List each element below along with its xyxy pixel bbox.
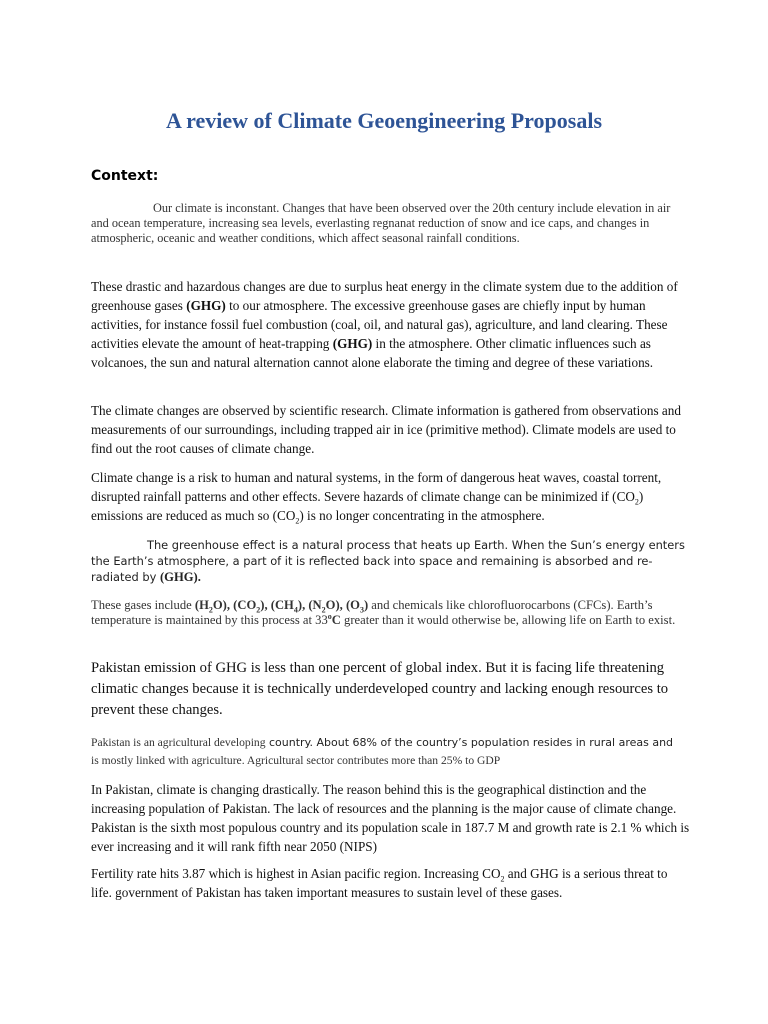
- paragraph-causes-text-a: These drastic and hazardous changes are due to surplus heat energy in the climate system due to the addition of greenhouse gases: [91, 279, 678, 313]
- paragraph-risk-text-a: Climate change is a risk to human and natural systems, in the form of dangerous heat waves, coastal torrent, disrupted rainfall patterns and other effects. Severe hazards of climate change can be minimized if (CO: [91, 470, 662, 504]
- paragraph-research: The climate changes are observed by scientific research. Climate information is gathered from observations and measurements of our surroundings, including trapped air in ice (primitive method). Climate models are used to find out the root causes of climate change.: [91, 403, 681, 456]
- paragraph-risk-text-b: ) emissions are reduced as much so (CO: [91, 489, 644, 523]
- paragraph-gases-text-a: These gases include: [91, 598, 195, 612]
- paragraph-risk: [91, 468, 691, 525]
- subscript: 2: [295, 516, 300, 526]
- paragraph-agriculture-text-c: is mostly linked with agriculture. Agricultural sector contributes more than 25% to GDP: [91, 754, 501, 767]
- subscript: 2: [500, 874, 505, 884]
- paragraph-intro: [91, 201, 691, 246]
- ghg-bold-1: (GHG): [186, 298, 226, 313]
- paragraph-causes-text-c: in the atmosphere. Other climatic influences such as volcanoes, the sun and natural alternation cannot alone elaborate the timing and degree of these variations.: [91, 336, 654, 370]
- paragraph-gases-text-c: greater than it would otherwise be, allowing life on Earth to exist.: [340, 613, 676, 627]
- paragraph-pakistan-climate: In Pakistan, climate is changing drastically. The reason behind this is the geographical distinction and the increasing population of Pakistan. The lack of resources and the planning is the major cause of climate change. Pakistan is the sixth most populous country and its population scale in 187.7 M and growth rate is 2.1 % which is ever increasing and it will rank fifth near 2050 (NIPS): [91, 782, 690, 854]
- paragraph-gases-text-b: and chemicals like chlorofluorocarbons (CFCs). Earth’s temperature is maintained by this process at 33: [91, 598, 653, 627]
- gas-list: $(H_2O)$, $(CO_2)$, $(CH_4)$, $(N_2O)$, $(O_3)$: [194, 598, 369, 615]
- paragraph-agriculture-text-a: Pakistan is an agricultural developing: [91, 736, 266, 749]
- document-title: A review of Climate Geoengineering Proposals: [165, 108, 603, 133]
- paragraph-pakistan-emission: Pakistan emission of GHG is less than one percent of global index. But it is facing life threatening climatic changes because it is technically underdeveloped country and lacking enough resources to prevent these changes.: [91, 660, 669, 718]
- ghg-bold-3: (GHG).: [159, 570, 201, 584]
- paragraph-gases: [91, 598, 691, 628]
- paragraph-causes: [91, 277, 691, 372]
- paragraph-fertility-text-a: Fertility rate hits 3.87 which is highest in Asian pacific region. Increasing CO: [91, 866, 501, 881]
- paragraph-risk-text-c: ) is no longer concentrating in the atmosphere.: [299, 508, 545, 523]
- paragraph-causes-text-b: to our atmosphere. The excessive greenhouse gases are chiefly input by human activities, for instance fossil fuel combustion (coal, oil, and natural gas), agriculture, and land clearing. These activities elevate the amount of heat-trapping: [91, 298, 668, 351]
- paragraph-agriculture: [91, 733, 691, 769]
- context-heading: Context:: [91, 168, 159, 184]
- degree-mark: o: [327, 611, 332, 621]
- subscript: 2: [634, 497, 639, 507]
- paragraph-fertility: [91, 864, 691, 902]
- paragraph-agriculture-text-b: country. About 68% of the country’s population resides in rural areas and: [265, 736, 674, 749]
- paragraph-greenhouse-text: The greenhouse effect is a natural process that heats up Earth. When the Sun’s energy enters the Earth’s atmosphere, a part of it is reflected back into space and remaining is absorbed and re-radiated by: [91, 538, 685, 584]
- paragraph-greenhouse: [91, 537, 691, 585]
- paragraph-intro-text: Our climate is inconstant. Changes that have been observed over the 20th century include elevation in air and ocean temperature, increasing sea levels, everlasting regnanat reduction of snow and ice caps, and changes in atmospheric, oceanic and weather conditions, which affect seasonal rainfall conditions.: [91, 201, 671, 245]
- ghg-bold-2: (GHG): [332, 336, 373, 351]
- celsius-mark: C: [331, 613, 341, 627]
- paragraph-fertility-text-b: and GHG is a serious threat to life. government of Pakistan has taken important measures to sustain level of these gases.: [91, 866, 668, 900]
